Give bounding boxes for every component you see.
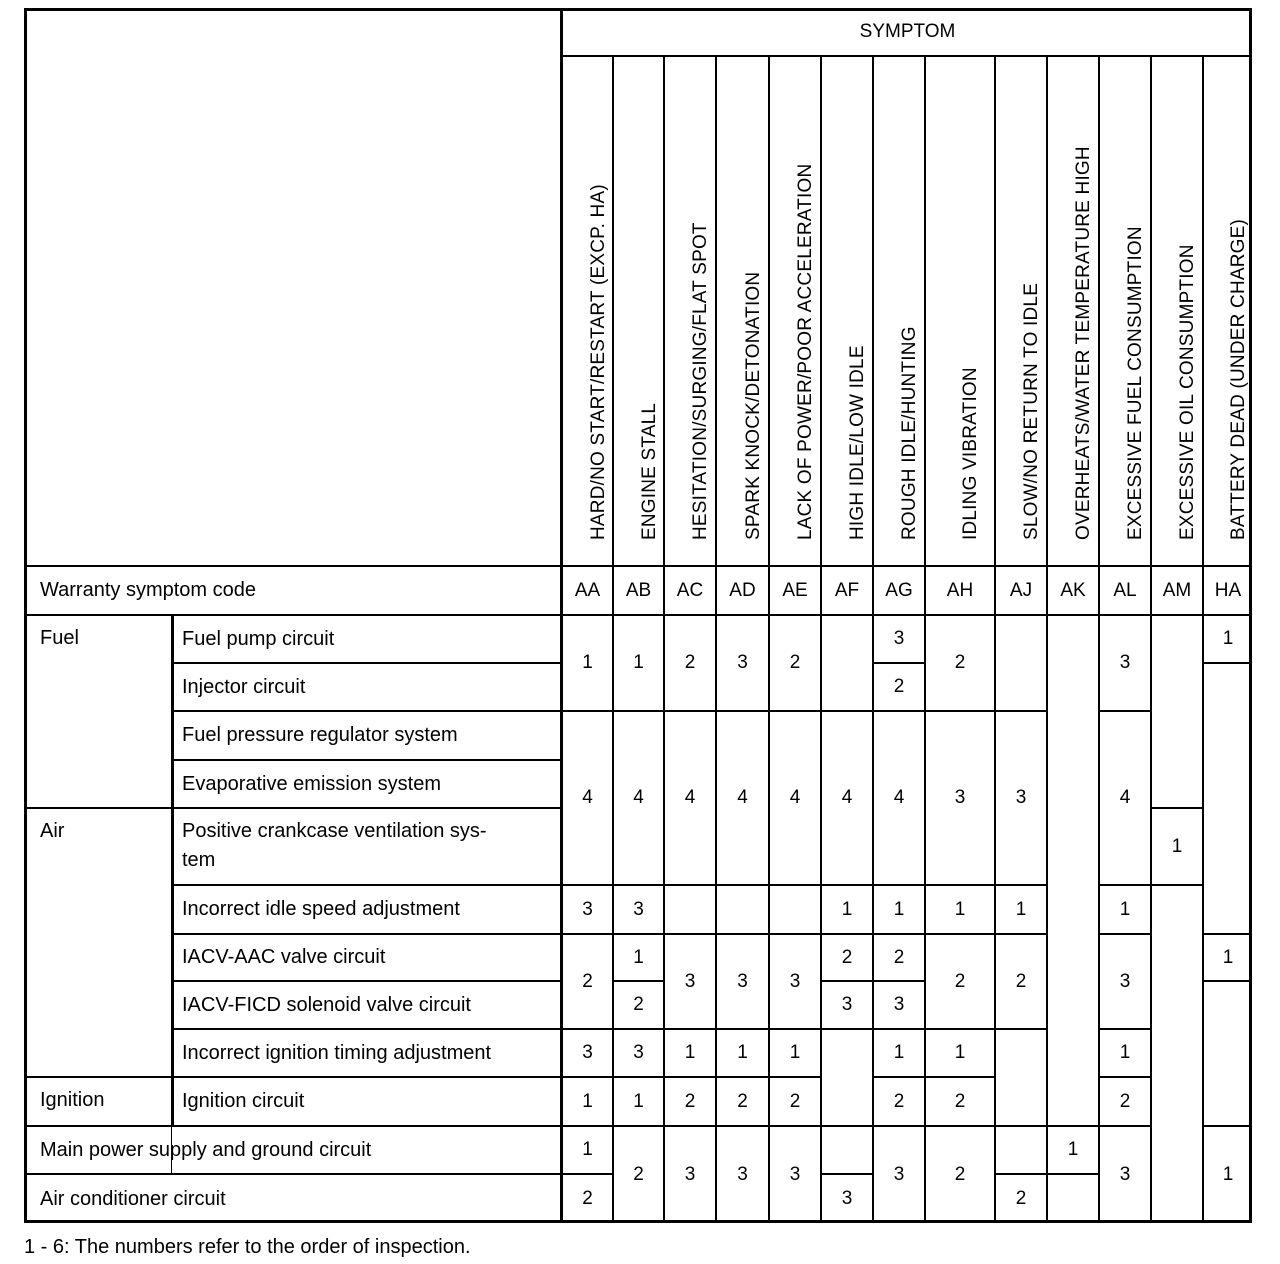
symptom-code: AH	[924, 565, 994, 614]
symptom-column-header	[1046, 57, 1098, 565]
inspection-order-cell: 1	[820, 884, 872, 933]
inspection-order-cell: 3	[715, 1125, 768, 1223]
inspection-order-cell: 1	[612, 1076, 663, 1125]
inspection-order-cell: 2	[612, 1125, 663, 1223]
row-label: Positive crankcase ventilation sys- tem	[172, 807, 560, 884]
warranty-symptom-code-label: Warranty symptom code	[24, 565, 560, 614]
inspection-order-cell: 1	[663, 1028, 715, 1076]
inspection-order-cell: 3	[560, 1028, 612, 1076]
inspection-order-cell: 3	[715, 614, 768, 710]
inspection-order-cell: 2	[612, 980, 663, 1028]
inspection-order-cell: 3	[1098, 1125, 1150, 1223]
symptom-name: SPARK KNOCK/DETONATION	[742, 271, 764, 540]
inspection-order-cell: 2	[560, 933, 612, 1028]
inspection-order-cell: 3	[560, 884, 612, 933]
symptom-code: AE	[768, 565, 820, 614]
empty-cell	[663, 884, 715, 933]
symptom-name: HESITATION/SURGING/FLAT SPOT	[690, 222, 711, 540]
empty-cell	[820, 1125, 872, 1173]
inspection-order-cell: 2	[924, 933, 994, 1028]
symptom-column-header	[994, 57, 1046, 565]
inspection-order-cell: 2	[768, 1076, 820, 1125]
inspection-order-cell: 4	[1098, 710, 1150, 884]
symptom-column-header	[612, 57, 663, 565]
inspection-order-cell: 2	[994, 933, 1046, 1028]
empty-cell	[768, 884, 820, 933]
symptom-name: IDLING VIBRATION	[960, 367, 981, 540]
inspection-order-cell: 1	[1202, 933, 1252, 980]
inspection-order-cell: 3	[715, 933, 768, 1028]
inspection-order-cell: 4	[663, 710, 715, 884]
inspection-order-cell: 1	[994, 884, 1046, 933]
symptom-column-header	[872, 57, 924, 565]
inspection-order-cell: 3	[820, 980, 872, 1028]
inspection-order-cell: 2	[872, 662, 924, 710]
inspection-order-cell: 4	[612, 710, 663, 884]
inspection-order-cell: 2	[924, 1076, 994, 1125]
inspection-order-cell: 1	[612, 614, 663, 710]
inspection-order-cell: 1	[1046, 1125, 1098, 1173]
inspection-order-cell: 1	[872, 1028, 924, 1076]
row-label: IACV-AAC valve circuit	[172, 933, 560, 980]
empty-cell	[994, 614, 1046, 710]
row-label: Fuel pressure regulator system	[172, 710, 560, 759]
inspection-order-cell: 3	[924, 710, 994, 884]
symptom-header: SYMPTOM	[560, 8, 1252, 57]
symptom-name: OVERHEATS/WATER TEMPERATURE HIGH	[1073, 146, 1094, 540]
group-label: Fuel	[24, 614, 172, 807]
inspection-order-cell: 3	[872, 980, 924, 1028]
inspection-order-cell: 1	[924, 1028, 994, 1076]
symptom-name: HARD/NO START/RESTART (EXCP. HA)	[587, 184, 609, 540]
symptom-name: ROUGH IDLE/HUNTING	[899, 326, 920, 540]
inspection-order-cell: 3	[612, 1028, 663, 1076]
symptom-column-header	[663, 57, 715, 565]
inspection-order-cell: 1	[715, 1028, 768, 1076]
empty-cell	[1202, 662, 1252, 933]
empty-cell	[994, 1028, 1046, 1125]
inspection-order-cell: 2	[1098, 1076, 1150, 1125]
inspection-order-cell: 1	[560, 1125, 612, 1173]
inspection-order-cell: 2	[924, 1125, 994, 1223]
row-label: Incorrect ignition timing adjustment	[172, 1028, 560, 1076]
inspection-order-cell: 1	[1150, 807, 1202, 884]
row-label: Fuel pump circuit	[172, 614, 560, 662]
symptom-column-header	[560, 57, 612, 565]
row-label: Incorrect idle speed adjustment	[172, 884, 560, 933]
inspection-order-cell: 3	[1098, 933, 1150, 1028]
inspection-order-cell: 1	[560, 614, 612, 710]
inspection-order-cell: 1	[872, 884, 924, 933]
symptom-code: AD	[715, 565, 768, 614]
symptom-column-header	[715, 57, 768, 565]
inspection-order-cell: 3	[994, 710, 1046, 884]
row-label: IACV-FICD solenoid valve circuit	[172, 980, 560, 1028]
inspection-order-cell: 3	[768, 1125, 820, 1223]
inspection-order-cell: 3	[612, 884, 663, 933]
symptom-code: AK	[1046, 565, 1098, 614]
symptom-name: HIGH IDLE/LOW IDLE	[847, 345, 868, 540]
inspection-order-cell: 1	[560, 1076, 612, 1125]
inspection-order-cell: 4	[872, 710, 924, 884]
empty-cell	[1150, 614, 1202, 807]
inspection-order-cell: 3	[872, 1125, 924, 1223]
group-label: Ignition	[24, 1076, 172, 1173]
inspection-order-cell: 2	[768, 614, 820, 710]
inspection-order-cell: 2	[924, 614, 994, 710]
symptom-code: AC	[663, 565, 715, 614]
symptom-code: AM	[1150, 565, 1202, 614]
inspection-order-cell: 2	[715, 1076, 768, 1125]
symptom-name: LACK OF POWER/POOR ACCELERATION	[795, 163, 816, 540]
empty-cell	[994, 1125, 1046, 1173]
inspection-order-cell: 1	[1098, 1028, 1150, 1076]
empty-cell	[820, 1028, 872, 1125]
inspection-order-cell: 1	[1098, 884, 1150, 933]
symptom-name: BATTERY DEAD (UNDER CHARGE)	[1228, 218, 1249, 540]
inspection-order-cell: 3	[663, 933, 715, 1028]
inspection-order-cell: 4	[560, 710, 612, 884]
footnote: 1 - 6: The numbers refer to the order of inspection.	[24, 1236, 471, 1258]
inspection-order-cell: 3	[1098, 614, 1150, 710]
symptom-column-header	[1150, 57, 1202, 565]
inspection-order-cell: 2	[872, 933, 924, 980]
group-label: Air	[24, 807, 172, 1076]
empty-cell	[820, 614, 872, 710]
symptom-column-header	[820, 57, 872, 565]
inspection-order-cell: 3	[872, 614, 924, 662]
inspection-order-cell: 2	[560, 1173, 612, 1223]
symptom-name: EXCESSIVE OIL CONSUMPTION	[1177, 244, 1198, 540]
symptom-column-header	[1202, 57, 1252, 565]
inspection-order-cell: 4	[715, 710, 768, 884]
empty-cell	[1202, 980, 1252, 1125]
row-label: Ignition circuit	[172, 1076, 560, 1125]
row-label: Air conditioner circuit	[24, 1173, 560, 1223]
symptom-code: HA	[1202, 565, 1252, 614]
symptom-code: AA	[560, 565, 612, 614]
row-label: Main power supply and ground circuit	[24, 1125, 560, 1173]
symptom-code: AJ	[994, 565, 1046, 614]
empty-cell	[715, 884, 768, 933]
inspection-order-cell: 2	[820, 933, 872, 980]
inspection-order-cell: 3	[768, 933, 820, 1028]
symptom-column-header	[768, 57, 820, 565]
inspection-order-cell: 2	[994, 1173, 1046, 1223]
symptom-code: AL	[1098, 565, 1150, 614]
symptom-column-header	[924, 57, 994, 565]
symptom-name: ENGINE STALL	[638, 402, 660, 540]
symptom-code: AG	[872, 565, 924, 614]
inspection-order-cell: 2	[663, 1076, 715, 1125]
inspection-order-cell: 4	[768, 710, 820, 884]
inspection-order-cell: 2	[663, 614, 715, 710]
inspection-order-cell: 1	[768, 1028, 820, 1076]
symptom-name: SLOW/NO RETURN TO IDLE	[1021, 282, 1042, 540]
symptom-code: AF	[820, 565, 872, 614]
inspection-order-cell: 3	[820, 1173, 872, 1223]
row-label: Injector circuit	[172, 662, 560, 710]
symptom-name: EXCESSIVE FUEL CONSUMPTION	[1125, 226, 1146, 540]
inspection-order-cell: 3	[663, 1125, 715, 1223]
inspection-order-cell: 1	[1202, 614, 1252, 662]
row-label: Evaporative emission system	[172, 759, 560, 807]
inspection-order-cell: 2	[872, 1076, 924, 1125]
inspection-order-cell: 1	[1202, 1125, 1252, 1223]
symptom-code: AB	[612, 565, 663, 614]
empty-cell	[1046, 1173, 1098, 1223]
empty-cell	[1150, 884, 1202, 1223]
inspection-order-cell: 4	[820, 710, 872, 884]
inspection-order-cell: 1	[612, 933, 663, 980]
symptom-column-header	[1098, 57, 1150, 565]
inspection-order-cell: 1	[924, 884, 994, 933]
